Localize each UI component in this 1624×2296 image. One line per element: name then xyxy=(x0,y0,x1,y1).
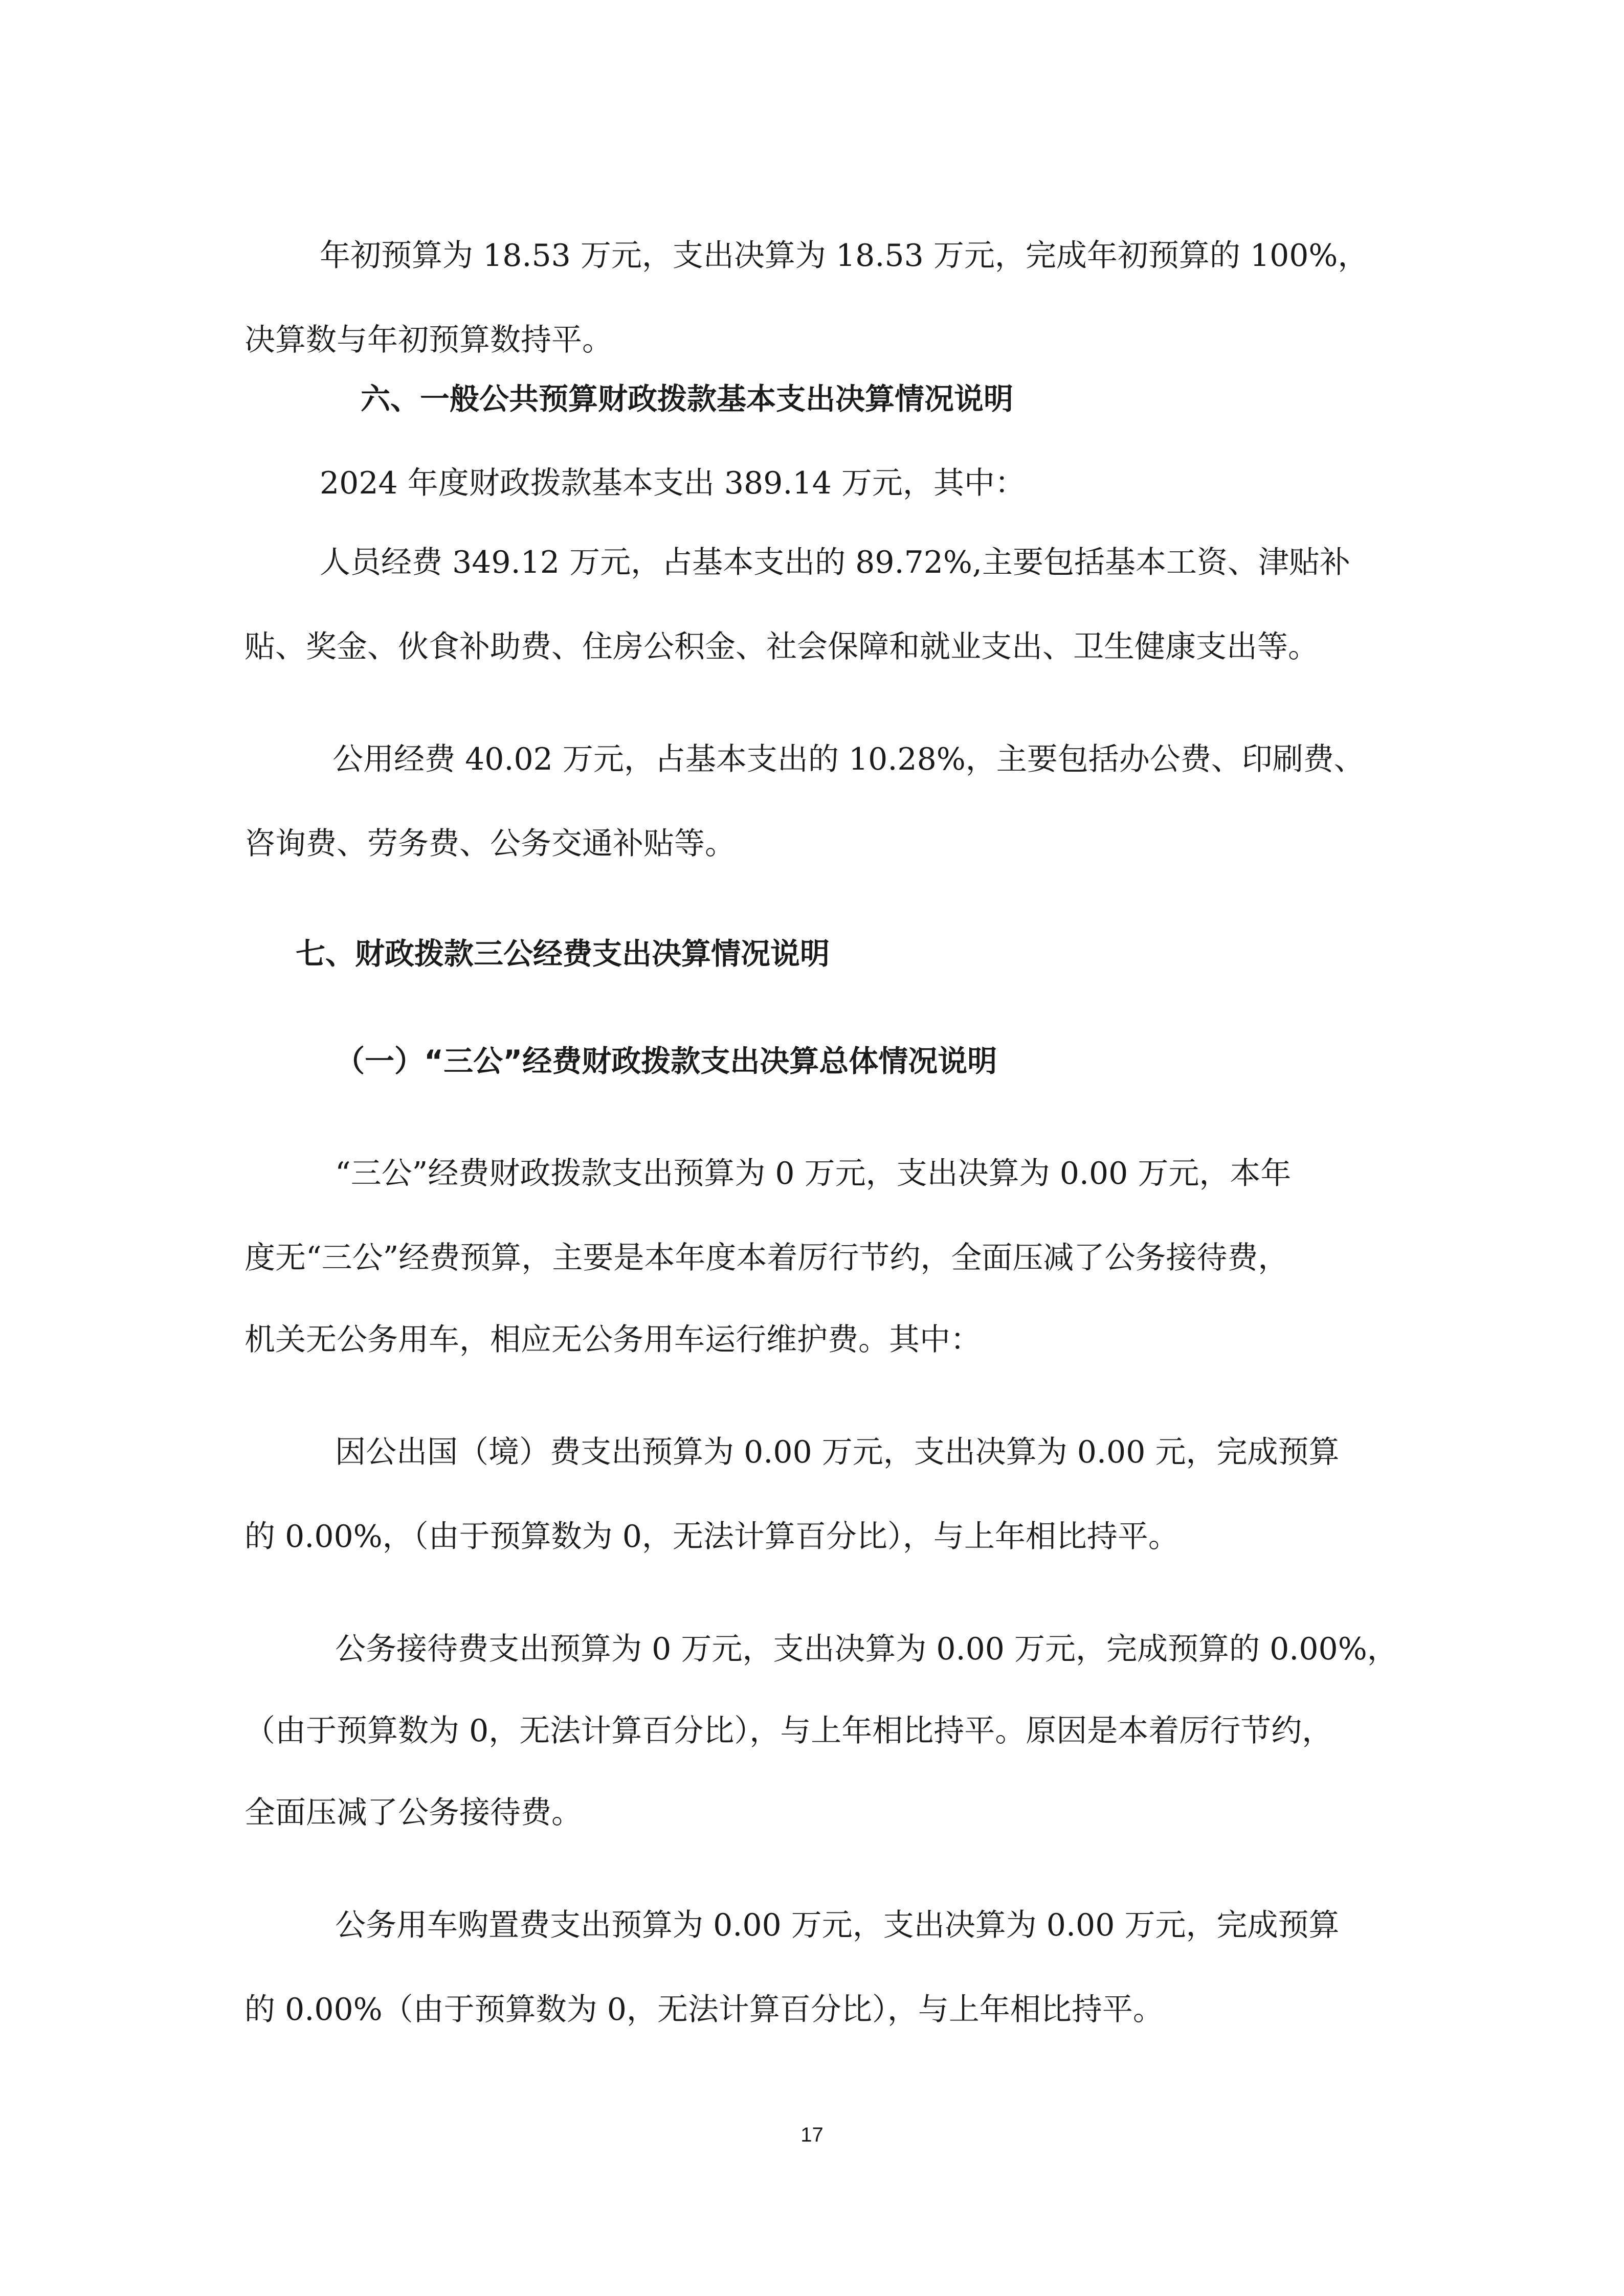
paragraph-line-text: 的 0.00%，（由于预算数为 0，无法计算百分比），与上年相比持平。 xyxy=(244,1519,1179,1555)
paragraph-line-text: 决算数与年初预算数持平。 xyxy=(244,322,613,358)
subsection-heading-text: （一）“三公”经费财政拨款支出决算总体情况说明 xyxy=(335,1044,997,1078)
page-number: 17 xyxy=(800,2124,824,2146)
paragraph-line-text: 年初预算为 18.53 万元，支出决算为 18.53 万元，完成年初预算的 100%， xyxy=(320,238,1369,274)
section-heading-text: 六、一般公共预算财政拨款基本支出决算情况说明 xyxy=(361,381,1014,416)
section-heading-text: 七、财政拨款三公经费支出决算情况说明 xyxy=(296,936,830,971)
paragraph-line-text: 因公出国（境）费支出预算为 0.00 万元，支出决算为 0.00 元，完成预算 xyxy=(335,1434,1340,1470)
paragraph-line-text: 全面压减了公务接待费。 xyxy=(244,1795,582,1831)
paragraph-line-text: 的 0.00%（由于预算数为 0，无法计算百分比），与上年相比持平。 xyxy=(244,1992,1164,2028)
paragraph-line-text: 公用经费 40.02 万元，占基本支出的 10.28%，主要包括办公费、印刷费、 xyxy=(332,741,1365,777)
paragraph-line-text: 公务接待费支出预算为 0 万元，支出决算为 0.00 万元，完成预算的 0.00%， xyxy=(335,1631,1398,1667)
paragraph-line-text: （由于预算数为 0，无法计算百分比），与上年相比持平。原因是本着厉行节约， xyxy=(244,1713,1333,1749)
paragraph-line-text: 2024 年度财政拨款基本支出 389.14 万元，其中： xyxy=(320,465,1026,501)
paragraph-line-text: 机关无公务用车，相应无公务用车运行维护费。其中： xyxy=(244,1322,981,1358)
paragraph-line-text: “三公”经费财政拨款支出预算为 0 万元，支出决算为 0.00 万元，本年 xyxy=(335,1156,1292,1191)
paragraph-line-text: 公务用车购置费支出预算为 0.00 万元，支出决算为 0.00 万元，完成预算 xyxy=(335,1907,1340,1943)
paragraph-line-text: 咨询费、劳务费、公务交通补贴等。 xyxy=(244,826,736,862)
paragraph-line-text: 度无“三公”经费预算，主要是本年度本着厉行节约，全面压减了公务接待费， xyxy=(244,1240,1289,1276)
paragraph-line-text: 人员经费 349.12 万元，占基本支出的 89.72%,主要包括基本工资、津贴补 xyxy=(320,545,1351,580)
paragraph-line-text: 贴、奖金、伙食补助费、住房公积金、社会保障和就业支出、卫生健康支出等。 xyxy=(244,629,1319,665)
